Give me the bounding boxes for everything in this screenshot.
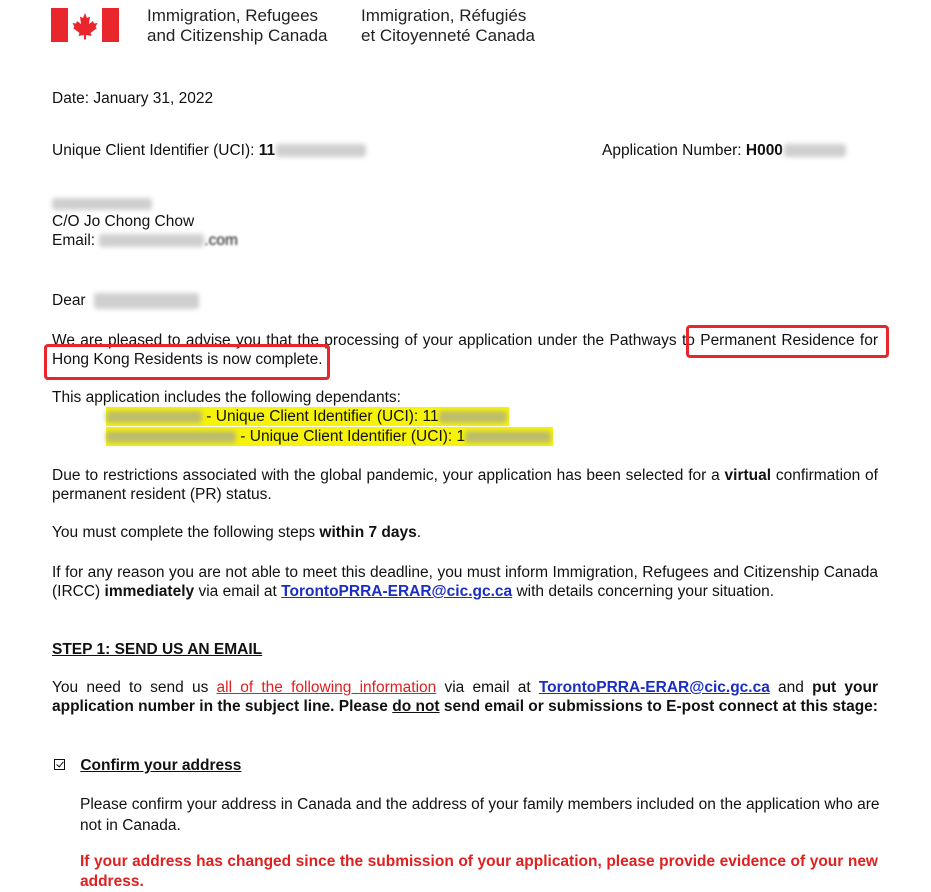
para2-bold: virtual — [724, 467, 772, 484]
annotation-box-program-name — [686, 325, 889, 358]
redacted-name — [52, 195, 152, 207]
dependant-uci-text: - Unique Client Identifier (UCI): 11 — [202, 408, 439, 425]
annotation-box-hong-kong-residents — [44, 344, 330, 380]
department-name-english — [147, 6, 328, 46]
para4-bold: immediately — [104, 583, 195, 600]
redacted-email — [99, 234, 204, 247]
dept-en-line1: Immigration, Refugees — [147, 6, 319, 25]
dependants-intro: This application includes the following dependants: — [52, 389, 401, 406]
para3-text-b: . — [416, 524, 422, 541]
uci-label: Unique Client Identifier (UCI): — [52, 142, 259, 159]
dependant-row-2 — [106, 427, 553, 446]
para2-text-b: confirmation of permanent resident (PR) status. — [52, 467, 878, 503]
care-of-line: C/O Jo Chong Chow — [52, 213, 195, 230]
redacted-dependant-uci — [465, 431, 551, 443]
checkbox-checked-icon — [54, 759, 65, 770]
uci-value: 11 — [258, 142, 276, 159]
dept-en-line2: and Citizenship Canada — [147, 26, 328, 45]
step1-email-link[interactable]: TorontoPRRA-ERAR@cic.gc.ca — [538, 679, 770, 696]
email-label: Email: — [52, 232, 100, 249]
para3-bold: within 7 days — [319, 524, 417, 541]
redacted-dependant-name — [106, 431, 236, 443]
application-number-line — [602, 141, 846, 161]
step1-bold-1: put your application number in the subject line. Please — [52, 679, 878, 715]
confirm-address-paragraph: Please confirm your address in Canada and the address of your family members included on the application who are not in Canada. — [80, 796, 880, 834]
canada-flag-icon — [51, 8, 119, 42]
step1-do-not: do not — [392, 698, 440, 715]
dear-text: Dear — [52, 292, 86, 309]
address-change-warning: If your address has changed since the submission of your application, please provide evidence of your new address. — [80, 853, 878, 890]
confirm-address-item — [54, 756, 241, 776]
para3-text-a: You must complete the following steps — [52, 524, 320, 541]
department-name-french — [361, 6, 535, 46]
step1-bold-2: send email or submissions to E-post connect at this stage: — [439, 698, 878, 715]
step1-paragraph — [52, 678, 878, 716]
app-number-label: Application Number: — [602, 142, 746, 159]
redacted-app-number — [784, 144, 846, 157]
letter-date: Date: January 31, 2022 — [52, 90, 214, 107]
email-line — [52, 231, 238, 251]
redacted-dependant-uci — [439, 411, 507, 423]
completion-paragraph: We are pleased to advise you that the processing of your application under the Pathways to Permanent Residence for Hong Kong Residents is now complete. — [52, 332, 878, 368]
virtual-confirmation-paragraph — [52, 466, 878, 504]
inform-ircc-paragraph — [52, 563, 878, 601]
dept-fr-line1: Immigration, Réfugiés — [361, 6, 527, 25]
para4-text-b: via email at — [194, 583, 282, 600]
ircc-email-link[interactable]: TorontoPRRA-ERAR@cic.gc.ca — [281, 583, 513, 600]
dependant-row-1 — [106, 407, 509, 426]
step1-red-text: all of the following information — [216, 679, 437, 696]
redacted-dependant-name — [106, 411, 202, 423]
confirm-address-heading: Confirm your address — [80, 757, 242, 774]
deadline-paragraph — [52, 523, 421, 543]
dependant-uci-text: - Unique Client Identifier (UCI): 1 — [236, 428, 466, 445]
redacted-uci — [276, 144, 366, 157]
email-partial: .com — [204, 232, 238, 249]
step1-text-b: via email at — [436, 679, 539, 696]
step1-heading: STEP 1: SEND US AN EMAIL — [52, 641, 263, 658]
salutation — [52, 291, 199, 311]
app-number-value: H000 — [745, 142, 783, 159]
para2-text-a: Due to restrictions associated with the global pandemic, your application has been selected for a — [52, 467, 725, 484]
step1-text-a: You need to send us — [52, 679, 217, 696]
para4-text-a: If for any reason you are not able to meet this deadline, you must inform Immigration, Refugees and Citizenship Canada (IRCC) — [52, 564, 878, 600]
uci-line — [52, 141, 366, 161]
para4-text-c: with details concerning your situation. — [512, 583, 775, 600]
step1-text-c: and — [769, 679, 813, 696]
redacted-salutation-name — [94, 293, 199, 309]
dept-fr-line2: et Citoyenneté Canada — [361, 26, 535, 45]
